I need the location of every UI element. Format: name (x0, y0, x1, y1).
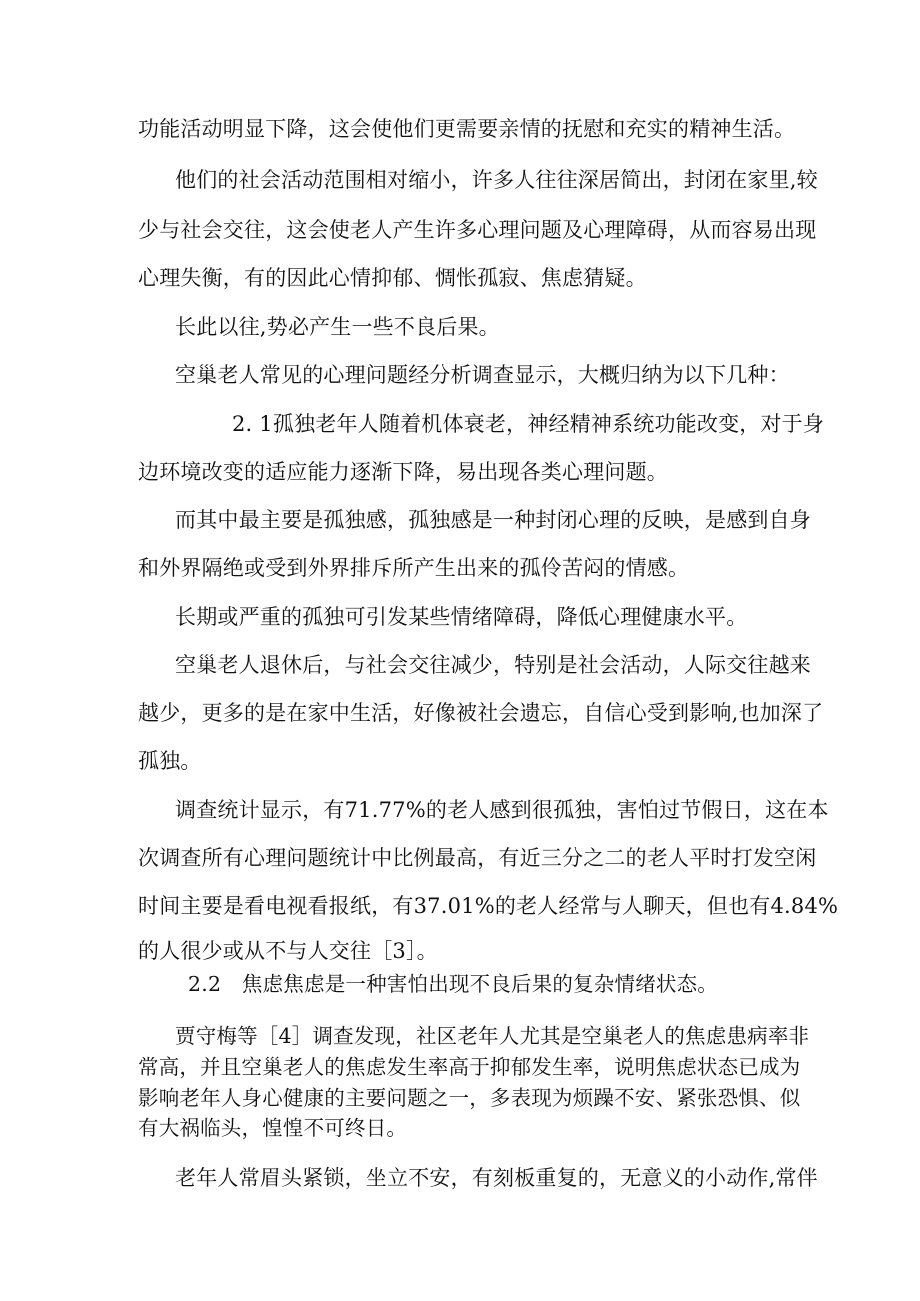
text-line: 空巢老人常见的心理问题经分析调查显示，大概归纳为以下几种： (175, 363, 790, 387)
text-line: 长期或严重的孤独可引发某些情绪障碍，降低心理健康水平。 (175, 605, 748, 629)
text-line: 老年人常眉头紧锁，坐立不安，有刻板重复的，无意义的小动作,常伴 (175, 1166, 818, 1190)
text-line: 心理失衡，有的因此心情抑郁、惆怅孤寂、焦虑猜疑。 (138, 266, 647, 290)
text-line: 有大祸临头，惶惶不可终日。 (138, 1116, 408, 1140)
text-line: 空巢老人退休后，与社会交往减少，特别是社会活动，人际交往越来 (175, 653, 811, 677)
text-line: 时间主要是看电视看报纸，有37.01%的老人经常与人聊天，但也有4.84% (138, 894, 839, 918)
text-line: 影响老年人身心健康的主要问题之一，多表现为烦躁不安、紧张恐惧、似 (138, 1086, 801, 1110)
text-line: 孤独。 (138, 749, 202, 773)
text-line: 功能活动明显下降，这会使他们更需要亲情的抚慰和充实的精神生活。 (138, 117, 796, 141)
text-line: 2. 1孤独老年人随着机体衰老，神经精神系统功能改变，对于身 (232, 412, 825, 436)
text-line: 次调查所有心理问题统计中比例最高，有近三分之二的老人平时打发空闲 (138, 846, 817, 870)
text-line: 少与社会交往，这会使老人产生许多心理问题及心理障碍，从而容易出现 (138, 218, 817, 242)
text-line: 贾守梅等［4］调查发现，社区老年人尤其是空巢老人的焦虑患病率非 (175, 1024, 810, 1048)
section-heading: 2.2 焦虑焦虑是一种害怕出现不良后果的复杂情绪状态。 (188, 972, 719, 996)
text-line: 他们的社会活动范围相对缩小，许多人往往深居简出，封闭在家里,较 (175, 168, 818, 192)
text-line: 而其中最主要是孤独感，孤独感是一种封闭心理的反映，是感到自身 (175, 508, 811, 532)
text-line: 调查统计显示，有71.77%的老人感到很孤独，害怕过节假日，这在本 (175, 798, 829, 822)
text-line: 边环境改变的适应能力逐渐下降，易出现各类心理问题。 (138, 460, 668, 484)
text-line: 长此以往,势必产生一些不良后果。 (175, 315, 500, 339)
text-line: 的人很少或从不与人交往［3］。 (138, 939, 438, 963)
text-line: 常高，并且空巢老人的焦虑发生率高于抑郁发生率，说明焦虑状态已成为 (138, 1055, 801, 1079)
text-line: 和外界隔绝或受到外界排斥所产生出来的孤伶苦闷的情感。 (138, 556, 690, 580)
text-line: 越少，更多的是在家中生活，好像被社会遗忘，自信心受到影响,也加深了 (138, 701, 824, 725)
